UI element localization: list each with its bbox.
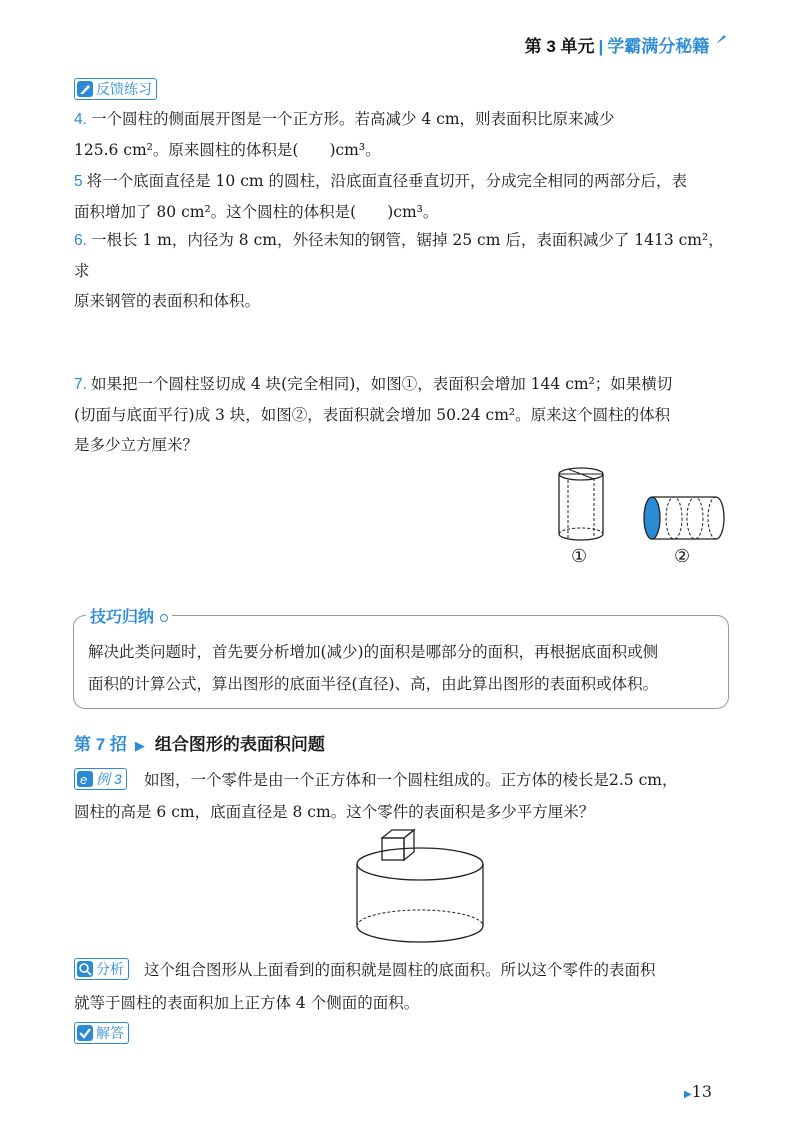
tips-line: 面积的计算公式，算出图形的底面半径(直径)、高，由此算出图形的表面积或体积。 xyxy=(88,675,659,693)
question-text: 是多少立方厘米？ xyxy=(74,436,199,454)
circle-dot-icon xyxy=(160,614,168,622)
question-7 xyxy=(74,369,734,460)
question-text: (切面与底面平行)成 3 块，如图②，表面积就会增加 50.24 cm²。原来这个圆柱的体积 xyxy=(74,406,671,424)
tips-line: 解决此类问题时，首先要分析增加(减少)的面积是哪部分的面积，再根据底面积或侧 xyxy=(88,643,659,661)
page-header xyxy=(525,32,728,57)
section-title: 组合图形的表面积问题 xyxy=(154,735,325,754)
question-number: 7. xyxy=(74,376,87,393)
checkmark-icon xyxy=(77,1025,93,1041)
example-line-1: 如图，一个零件是由一个正方体和一个圆柱组成的。正方体的棱长是2.5 cm， xyxy=(144,771,678,789)
tips-title-label: 技巧归纳 xyxy=(90,609,155,626)
header-separator: | xyxy=(598,37,604,56)
question-text: 原来钢管的表面积和体积。 xyxy=(74,292,261,310)
question-text: 一根长 1 m，内径为 8 cm，外径未知的钢管，锯掉 25 cm 后，表面积减少了 1413 cm²，求 xyxy=(74,231,724,280)
example-tag xyxy=(74,768,127,791)
question-text: 将一个底面直径是 10 cm 的圆柱，沿底面直径垂直切开，分成完全相同的两部分后，表 xyxy=(86,172,688,190)
page-number-value: 13 xyxy=(691,1082,712,1101)
unit-label: 第 3 单元 xyxy=(524,37,595,56)
svg-text:e: e xyxy=(80,772,88,787)
triangle-right-icon: ▶ xyxy=(134,738,145,753)
tips-text xyxy=(88,636,718,700)
analysis-tag-label: 分析 xyxy=(96,961,124,977)
figure-horizontal-cut-cylinder xyxy=(636,490,736,550)
page-number xyxy=(684,1082,712,1101)
question-number: 4. xyxy=(74,111,87,128)
pen-nib-icon xyxy=(714,32,728,46)
question-5 xyxy=(74,166,734,227)
question-text: 125.6 cm²。原来圆柱的体积是( )cm³。 xyxy=(74,141,381,159)
analysis-line-1: 这个组合图形从上面看到的面积就是圆柱的底面积。所以这个零件的表面积 xyxy=(144,961,656,979)
triangle-right-icon: ▶ xyxy=(683,1089,692,1100)
brand-label: 学霸满分秘籍 xyxy=(607,37,710,56)
question-text: 一个圆柱的侧面展开图是一个正方形。若高减少 4 cm，则表面积比原来减少 xyxy=(90,110,615,128)
example-icon xyxy=(77,771,93,787)
question-number: 5 xyxy=(74,173,83,190)
answer-tag-label: 解答 xyxy=(96,1025,124,1041)
figure-label-2: ② xyxy=(674,546,691,567)
question-text: 如果把一个圆柱竖切成 4 块(完全相同)，如图①，表面积会增加 144 cm²；如果横切 xyxy=(90,375,673,393)
magnifier-icon xyxy=(77,961,93,977)
question-4 xyxy=(74,104,734,165)
figure-vertical-cut-cylinder xyxy=(548,462,618,552)
analysis-tag xyxy=(74,958,129,981)
example-tag-label: 例 3 xyxy=(96,771,122,787)
analysis-line-2: 就等于圆柱的表面积加上正方体 4 个侧面的面积。 xyxy=(74,994,420,1012)
question-6 xyxy=(74,225,734,316)
figure-cube-on-cylinder xyxy=(350,826,490,951)
pencil-icon xyxy=(77,81,93,97)
question-number: 6. xyxy=(74,232,87,249)
section-prefix: 第 7 招 xyxy=(74,735,127,754)
example-line-2: 圆柱的高是 6 cm，底面直径是 8 cm。这个零件的表面积是多少平方厘米？ xyxy=(74,803,595,821)
feedback-tag xyxy=(74,78,157,101)
question-text: 面积增加了 80 cm²。这个圆柱的体积是( )cm³。 xyxy=(74,203,439,221)
answer-tag xyxy=(74,1022,129,1045)
section-heading xyxy=(74,730,325,755)
feedback-tag-label: 反馈练习 xyxy=(96,81,152,97)
tips-title xyxy=(86,604,172,627)
figure-label-1: ① xyxy=(571,546,588,567)
